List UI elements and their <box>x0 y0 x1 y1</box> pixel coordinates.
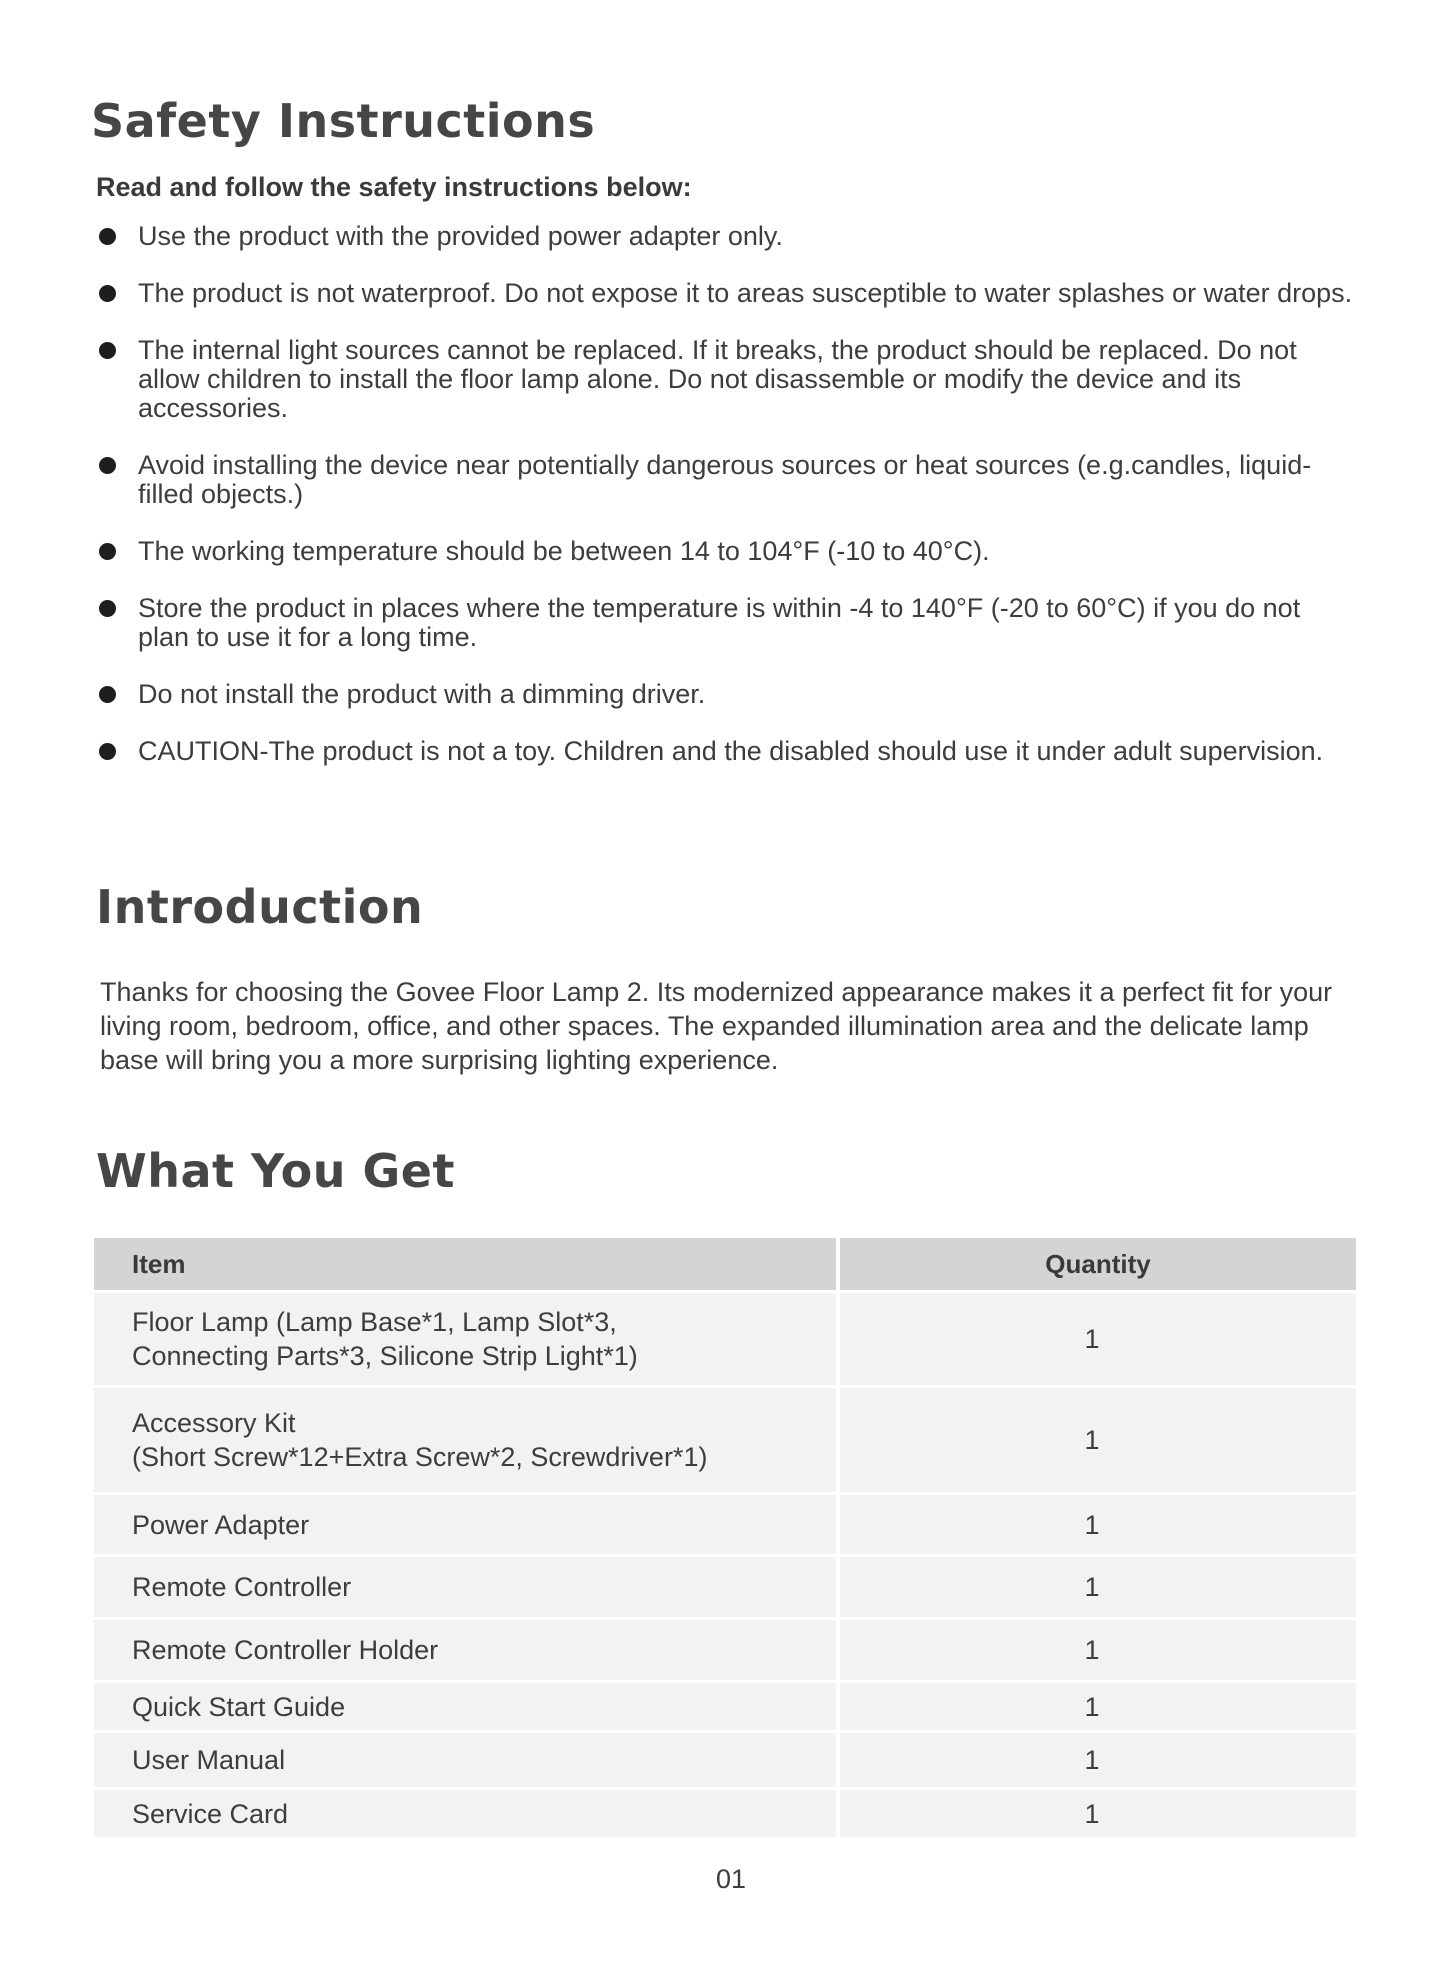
table-row <box>94 1557 1356 1620</box>
header-quantity: Quantity <box>840 1238 1356 1293</box>
item-name: Floor Lamp (Lamp Base*1, Lamp Slot*3, <box>132 1307 617 1337</box>
safety-item <box>96 222 1356 251</box>
bullet-icon <box>99 285 116 302</box>
table-row <box>94 1683 1356 1733</box>
quantity-cell: 1 <box>840 1790 1356 1840</box>
table-row <box>94 1495 1356 1557</box>
safety-item <box>96 451 1356 509</box>
bullet-icon <box>99 543 116 560</box>
safety-item-text: Store the product in places where the temperature is within -4 to 140°F (-20 to 60°C) if you do not plan to use it for a long time. <box>138 593 1301 652</box>
item-cell <box>94 1495 840 1557</box>
bullet-icon <box>99 686 116 703</box>
quantity-cell: 1 <box>840 1495 1356 1557</box>
safety-item <box>96 336 1356 423</box>
item-cell <box>94 1293 840 1388</box>
item-name: Accessory Kit <box>132 1408 296 1438</box>
table-row <box>94 1620 1356 1683</box>
safety-title: Safety Instructions <box>91 94 596 148</box>
bullet-icon <box>99 457 116 474</box>
table-row <box>94 1388 1356 1495</box>
safety-subtitle: Read and follow the safety instructions below: <box>96 172 692 202</box>
item-name: Remote Controller Holder <box>132 1635 439 1665</box>
page-number: 01 <box>715 1864 747 1894</box>
item-detail: (Short Screw*12+Extra Screw*2, Screwdriver*1) <box>132 1442 708 1472</box>
quantity-cell: 1 <box>840 1557 1356 1620</box>
what-you-get-title: What You Get <box>96 1144 455 1198</box>
quantity-cell: 1 <box>840 1683 1356 1733</box>
safety-list <box>96 222 1356 794</box>
safety-item <box>96 680 1356 709</box>
item-name: Quick Start Guide <box>132 1691 346 1722</box>
bullet-icon <box>99 743 116 760</box>
item-cell <box>94 1733 840 1790</box>
safety-item-text: The product is not waterproof. Do not expose it to areas susceptible to water splashes or water drops. <box>138 278 1353 308</box>
introduction-title: Introduction <box>96 880 424 934</box>
item-cell <box>94 1683 840 1733</box>
item-detail: Connecting Parts*3, Silicone Strip Light*1) <box>132 1341 638 1371</box>
safety-item <box>96 737 1356 766</box>
quantity-cell: 1 <box>840 1733 1356 1790</box>
safety-item-text: The internal light sources cannot be replaced. If it breaks, the product should be replaced. Do not allow children to install the floor lamp alone. Do not disassemble or modify the device and its accessories. <box>138 335 1297 423</box>
introduction-body: Thanks for choosing the Govee Floor Lamp 2. Its modernized appearance makes it a perfect fit for your living room, bedroom, office, and other spaces. The expanded illumination area and the delicate lamp base will bring you a more surprising lighting experience. <box>100 977 1333 1075</box>
safety-item-text: Avoid installing the device near potentially dangerous sources or heat sources (e.g.candles, liquid-filled objects.) <box>138 450 1312 509</box>
contents-table <box>94 1238 1356 1840</box>
quantity-cell: 1 <box>840 1620 1356 1683</box>
bullet-icon <box>99 342 116 359</box>
safety-item-text: Do not install the product with a dimming driver. <box>138 679 706 709</box>
item-name: Service Card <box>132 1798 289 1829</box>
bullet-icon <box>99 600 116 617</box>
safety-item-text: CAUTION-The product is not a toy. Children and the disabled should use it under adult supervision. <box>138 736 1324 766</box>
safety-item-text: Use the product with the provided power adapter only. <box>138 221 783 251</box>
table-row <box>94 1293 1356 1388</box>
item-cell <box>94 1620 840 1683</box>
item-name: User Manual <box>132 1745 286 1775</box>
item-name: Power Adapter <box>132 1509 310 1540</box>
table-row <box>94 1790 1356 1840</box>
safety-item <box>96 594 1356 652</box>
table-header-row <box>94 1238 1356 1293</box>
header-item: Item <box>94 1238 840 1293</box>
safety-item <box>96 537 1356 566</box>
quantity-cell: 1 <box>840 1293 1356 1388</box>
safety-item <box>96 279 1356 308</box>
item-cell <box>94 1388 840 1495</box>
safety-item-text: The working temperature should be between 14 to 104°F (-10 to 40°C). <box>138 536 990 566</box>
item-cell <box>94 1790 840 1840</box>
table-row <box>94 1733 1356 1790</box>
quantity-cell: 1 <box>840 1388 1356 1495</box>
item-name: Remote Controller <box>132 1572 352 1602</box>
item-cell <box>94 1557 840 1620</box>
bullet-icon <box>99 228 116 245</box>
